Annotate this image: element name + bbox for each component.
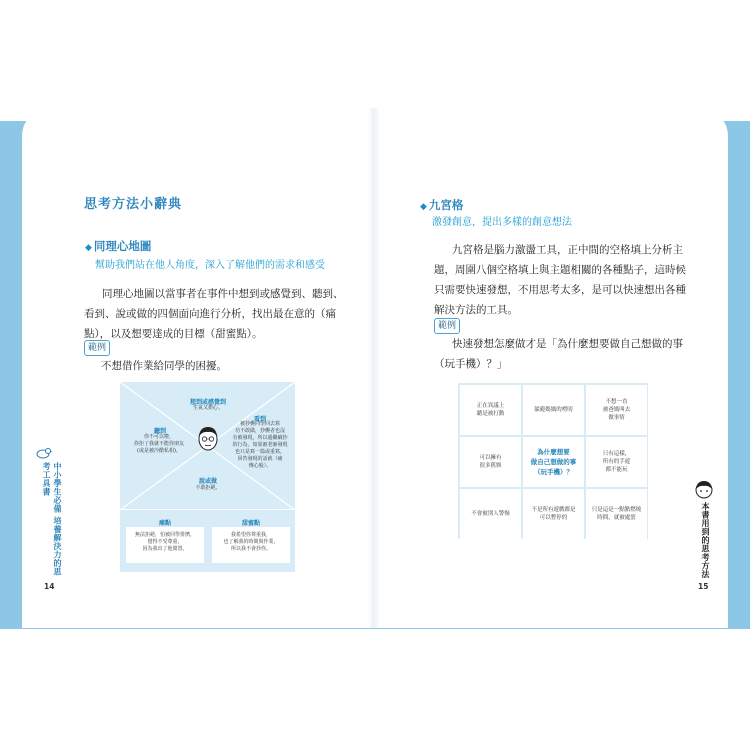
example-tag: 範例 [434,318,460,334]
pain-line: 因為我出了他閒置。 [142,546,188,552]
gain-point-label: 甜蜜點 [241,520,260,527]
see-line: 也只是寫一篇或重寫， [234,449,285,455]
nine-grid-paragraph [434,240,699,320]
see-label: 看到 [253,416,266,423]
grid-cell-text: 只有這樣， 所有的手遊 都不能玩 [602,451,631,473]
grid-cell-text: 可以擁有 很多舊娛 [479,455,502,469]
section-subtitle-nine-grid: 激發創意，提出多樣的創意想法 [432,217,572,228]
page-number-left: 14 [44,582,55,591]
page-number-right: 15 [698,582,709,591]
bird-icon [33,443,53,461]
grid-cell-text: 只是這是一點點燃燒 時間，就被處罰 [591,507,642,521]
section-title-text: 同理心地圖 [93,239,152,253]
gain-line: 我希望你尊重我， [230,532,271,538]
diamond-bullet-icon: ◆ [420,202,427,212]
grid-cell-text: 躲避媽媽的嘮叨 [534,407,573,413]
example-text: 不想借作業給同學的困擾。 [101,360,227,372]
hear-label: 聽到 [153,428,166,435]
see-line: 有被發現，所以還繼續抄 [232,435,288,441]
section-title-text: 九宮格 [428,198,464,212]
grid-cell [586,437,647,487]
grid-cell-text: 不想一直 被爸媽叫去 做事情 [602,399,631,421]
empathy-paragraph [84,284,344,344]
example-line: （玩手機）？」 [434,358,508,370]
hear-line: 你拒了我就不能你朋友 [133,441,184,447]
think-feel-label: 想到或感覺到 [189,399,226,406]
grid-cell [460,437,521,487]
section-subtitle-empathy-map: 幫助我們站在他人角度，深入了解他們的需求和感受 [95,260,325,271]
grid-cell-text: 不是所有遊戲都是 可以暫停的 [531,507,576,521]
grid-cell [586,489,647,539]
diamond-bullet-icon: ◆ [85,243,92,253]
paragraph-line: 同理心地圖以當事者在事件中想到或感覺到、聽到、 [102,288,344,300]
grid-cell-text: 正在異議上 聽是被打動 [476,403,505,417]
dictionary-title: 思考方法小辭典 [84,197,183,212]
paragraph-line: 只需要快速發想，不用思考太多，是可以快速想出各種 [434,284,686,296]
right-side-title: 本書用到的思考方法 [701,502,710,579]
nine-grid [458,383,648,539]
grid-cell [586,385,647,435]
character-head-icon [693,478,715,500]
section-title-nine-grid [420,197,463,213]
section-title-empathy-map [85,238,151,254]
see-text [226,421,294,470]
gain-point-text [212,532,290,553]
think-feel-text: 生氣又擔心。 [192,405,223,411]
see-line: 傳心般）。 [248,463,272,469]
person-face-icon [196,424,220,452]
paragraph-line: 看到、說或做的四個面向進行分析，找出最在意的（痛 [84,308,336,320]
say-do-text: 不敢拒絕。 [195,485,221,491]
gain-line: 所以我不會抄你。 [230,546,271,552]
paragraph-line: 題，周圍八個空格填上與主題相關的各種點子，這時候 [434,264,686,276]
pain-point-label: 痛點 [158,520,171,527]
book-gutter [368,108,380,628]
see-line: 功不敢做，抄襲者也沒 [234,428,285,434]
paragraph-line: 九宮格是腦力激盪工具，正中間的空格填上分析主 [452,244,683,256]
see-line: 被抄襲同學回去寫 [239,421,280,427]
say-do-label: 說或做 [198,478,217,485]
example-line: 快速發想怎麼做才是「為什麼想要做自己想做的事 [452,338,683,350]
gain-line: 也了解我的時間與作業， [223,539,279,545]
paragraph-line: 點），以及想要達成的目標（甜蜜點）。 [84,328,263,340]
left-side-title: 中小學生必備 培養解決力的思考工具書 [42,462,62,576]
pain-line: 覺得不受尊重， [147,539,183,545]
hear-line: (或是被冷酷私相)。 [137,448,181,454]
see-line: 的行為，如果被老師發現 [232,442,288,448]
hear-line: 你不可以啦， [143,434,174,440]
grid-center-text: 為什麼想要 做自己想做的事 （玩手機）？ [530,448,577,476]
grid-cell [523,489,584,539]
grid-cell [460,385,521,435]
grid-center-cell [523,437,584,487]
grid-cell [523,385,584,435]
grid-cell [460,489,521,539]
paragraph-line: 解決方法的工具。 [434,304,518,316]
hear-text [124,434,194,455]
pain-point-text [126,532,204,553]
example-text [434,334,699,374]
example-tag: 範例 [84,340,110,356]
grid-cell-text: 不會被別人警惕 [471,511,510,517]
pain-line: 無法拒絕，怕被同學排擠， [134,532,195,538]
see-line: 回答發現的話就（痛 [237,456,283,462]
